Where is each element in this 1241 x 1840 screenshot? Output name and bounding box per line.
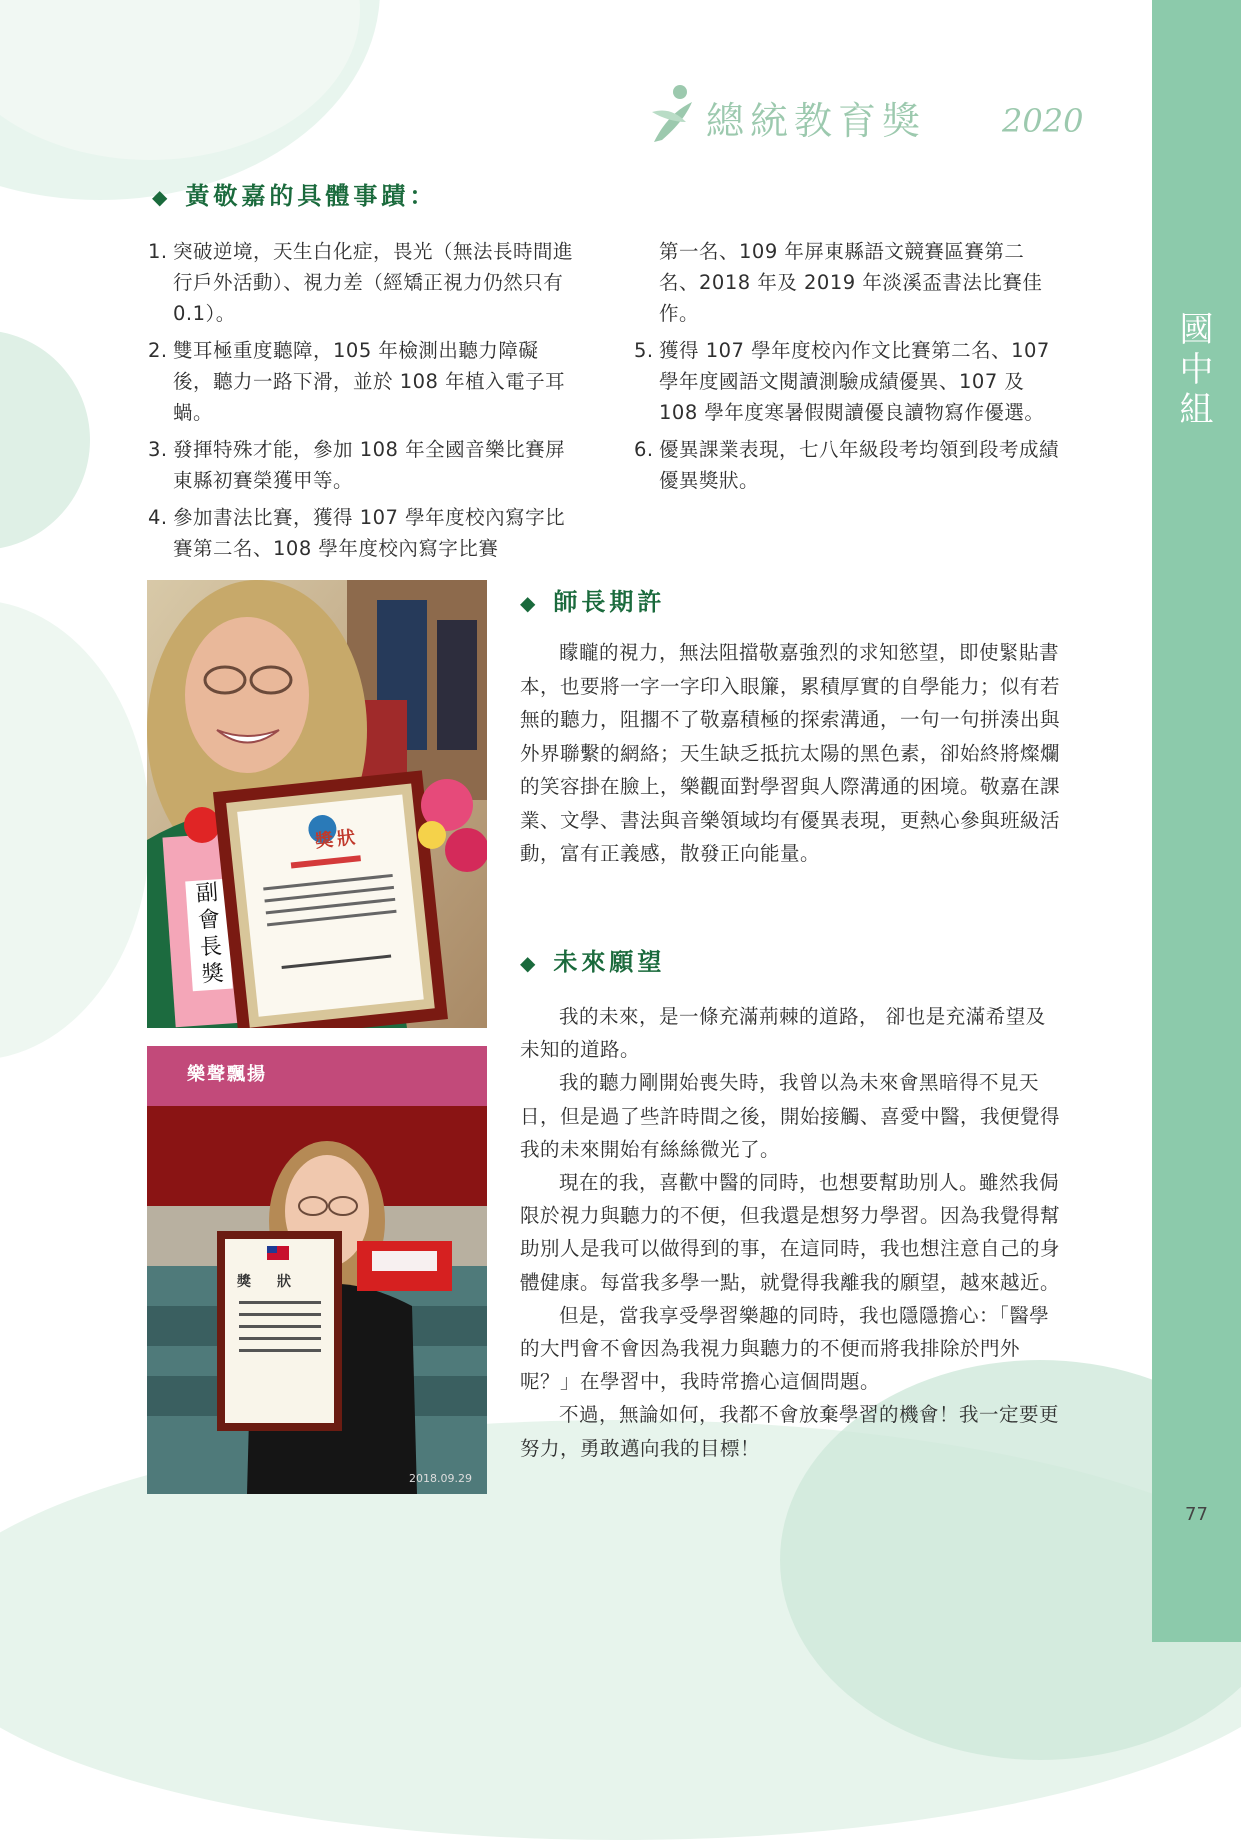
section-heading-deeds — [152, 176, 437, 211]
logo-year: 2020 — [1002, 102, 1084, 140]
section-heading-expectations — [520, 582, 665, 617]
future-paragraph-3: 現在的我，喜歡中醫的同時，也想要幫助別人。雖然我侷限於視力與聽力的不便，但我還是想努力學習。因為我覺得幫助別人是我可以做得到的事，在這同時，我也想注意自己的身體健康。每當我多學一點，就覺得我離我的願望，越來越近。 — [520, 1171, 1061, 1294]
section-title-future: 未來願望 — [553, 948, 666, 976]
deed-item-6 — [634, 434, 1064, 496]
deed-num-2: 2. — [148, 339, 168, 362]
photo-1-banner-text: 副會長獎 — [195, 880, 225, 988]
future-body — [520, 1000, 1065, 1465]
diamond-bullet-icon: ◆ — [520, 951, 540, 975]
deeds-left-column — [148, 236, 578, 570]
bg-blob-top-left-2 — [0, 0, 360, 160]
photo-2-scene — [147, 1046, 487, 1494]
deed-text-3: 發揮特殊才能，參加 108 年全國音樂比賽屏東縣初賽榮獲甲等。 — [173, 438, 566, 492]
leaf-figure-icon — [646, 82, 706, 148]
deed-text-6: 優異課業表現，七八年級段考均領到段考成績優異獎狀。 — [659, 438, 1060, 492]
photo-certificate-award — [147, 580, 487, 1028]
deed-item-3 — [148, 434, 578, 496]
deed-num-5: 5. — [634, 339, 654, 362]
expectations-paragraph-1: 矇矓的視力，無法阻擋敬嘉強烈的求知慾望，即使緊貼書本，也要將一字一字印入眼簾，累積厚實的自學能力；似有若無的聽力，阻擱不了敬嘉積極的探索溝通，一句一句拼湊出與外界聯繫的網絡；天生缺乏抵抗太陽的黑色素，卻始終將燦爛的笑容掛在臉上，樂觀面對學習與人際溝通的困境。敬嘉在課業、文學、書法與音樂領域均有優異表現，更熱心參與班級活動，富有正義感，散發正向能量。 — [520, 641, 1061, 865]
expectations-body — [520, 636, 1065, 871]
diamond-bullet-icon: ◆ — [152, 185, 172, 209]
deed-item-4-continued: 第一名、109 年屏東縣語文競賽區賽第二名、2018 年及 2019 年淡溪盃書法比賽佳作。 — [659, 240, 1043, 325]
photo-concert-award — [147, 1046, 487, 1494]
deed-item-2 — [148, 335, 578, 428]
page-number: 77 — [1185, 1504, 1208, 1525]
deed-text-2: 雙耳極重度聽障，105 年檢測出聽力障礙後，聽力一路下滑，並於 108 年植入電子耳蝸。 — [173, 339, 566, 424]
bg-blob-left-mid — [0, 330, 90, 550]
photo-1-certificate-title: 獎狀 — [314, 826, 361, 853]
category-char-1: 國 — [1179, 310, 1214, 350]
photo-2-date: 2018.09.29 — [409, 1472, 472, 1485]
photo-2-stage-banner: 樂聲飄揚 — [187, 1064, 267, 1085]
deed-text-5: 獲得 107 學年度校內作文比賽第二名、107 學年度國語文閱讀測驗成績優異、107 及 108 學年度寒暑假閱讀優良讀物寫作優選。 — [659, 339, 1050, 424]
award-logo — [646, 80, 1106, 150]
logo-text: 總統教育獎 — [706, 99, 927, 143]
category-label — [1152, 310, 1241, 430]
deed-item-1 — [148, 236, 578, 329]
diamond-bullet-icon: ◆ — [520, 591, 540, 615]
deed-text-1: 突破逆境，天生白化症，畏光（無法長時間進行戶外活動）、視力差（經矯正視力仍然只有 0.1）。 — [173, 240, 574, 325]
deed-num-6: 6. — [634, 438, 654, 461]
deeds-right-column — [634, 236, 1064, 502]
deed-item-4 — [148, 502, 578, 564]
deed-item-5 — [634, 335, 1064, 428]
bg-blob-left-lower — [0, 600, 150, 1060]
deed-num-1: 1. — [148, 240, 168, 263]
future-paragraph-5: 不過，無論如何，我都不會放棄學習的機會！我一定要更努力，勇敢邁向我的目標！ — [520, 1403, 1060, 1460]
deed-text-4: 參加書法比賽，獲得 107 學年度校內寫字比賽第二名、108 學年度校內寫字比賽 — [173, 506, 566, 560]
section-title-expectations: 師長期許 — [553, 588, 666, 616]
deed-num-4: 4. — [148, 506, 168, 529]
category-sidebar — [1152, 0, 1241, 1642]
future-paragraph-4: 但是，當我享受學習樂趣的同時，我也隱隱擔心：「醫學的大門會不會因為我視力與聽力的不便而將我排除於門外呢？」在學習中，我時常擔心這個問題。 — [520, 1303, 1050, 1394]
section-heading-future — [520, 942, 665, 977]
section-title-deeds: 黃敬嘉的具體事蹟： — [185, 182, 438, 210]
photo-2-certificate-title: 獎 狀 — [237, 1274, 297, 1290]
category-char-2: 中 — [1179, 350, 1214, 390]
future-paragraph-2: 我的聽力剛開始喪失時，我曾以為未來會黑暗得不見天日，但是過了些許時間之後，開始接觸、喜愛中醫，我便覺得我的未來開始有絲絲微光了。 — [520, 1071, 1061, 1161]
deed-num-3: 3. — [148, 438, 168, 461]
future-paragraph-1: 我的未來，是一條充滿荊棘的道路， 卻也是充滿希望及未知的道路。 — [520, 1005, 1046, 1062]
category-char-3: 組 — [1179, 390, 1214, 430]
